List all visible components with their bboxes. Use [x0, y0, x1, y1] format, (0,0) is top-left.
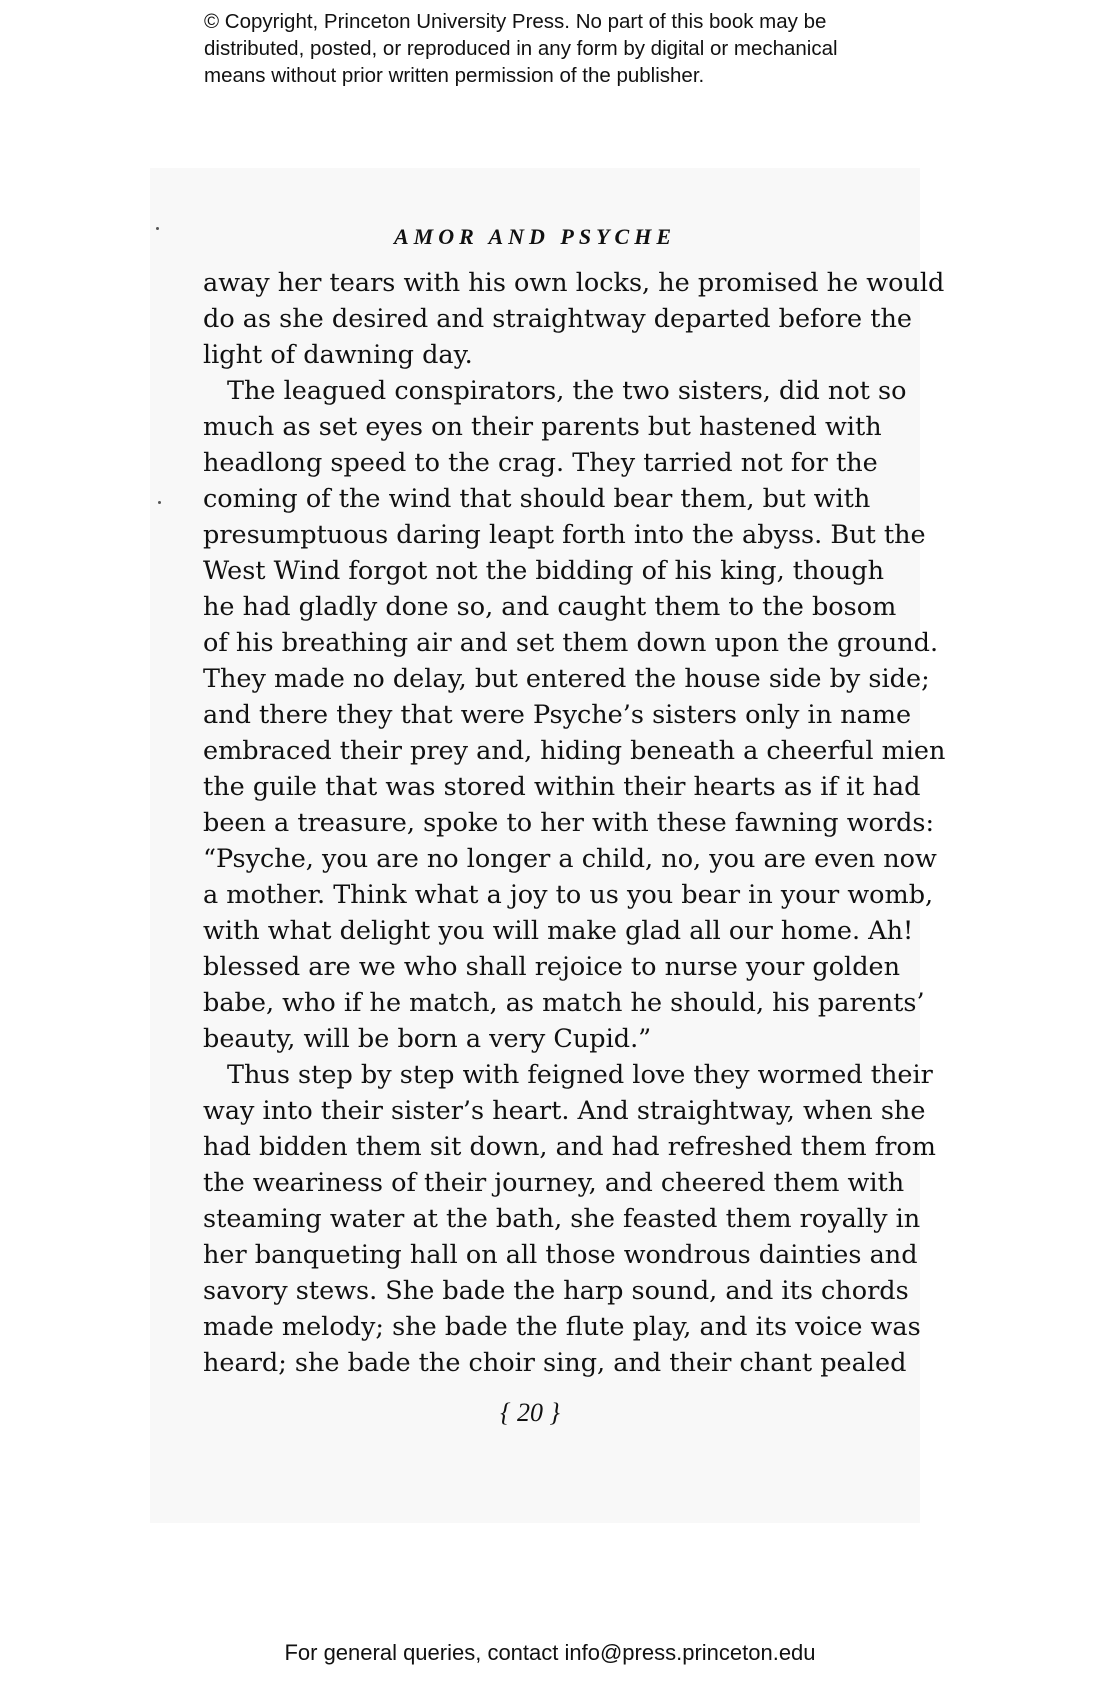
- text-line: away her tears with his own locks, he promised he would: [203, 268, 945, 298]
- text-line: a mother. Think what a joy to us you bear in your womb,: [203, 880, 934, 910]
- contact-footer: For general queries, contact info@press.princeton.edu: [284, 1640, 816, 1665]
- text-line: way into their sister’s heart. And straightway, when she: [203, 1096, 926, 1126]
- text-line: do as she desired and straightway departed before the: [203, 304, 912, 334]
- text-line: heard; she bade the choir sing, and their chant pealed: [203, 1348, 907, 1378]
- text-line: he had gladly done so, and caught them to the bosom: [203, 592, 897, 622]
- text-line: much as set eyes on their parents but hastened with: [203, 412, 882, 442]
- text-line: beauty, will be born a very Cupid.”: [203, 1024, 652, 1054]
- copyright-line: © Copyright, Princeton University Press. No part of this book may be: [204, 10, 827, 33]
- text-line: with what delight you will make glad all our home. Ah!: [203, 916, 914, 946]
- text-line: and there they that were Psyche’s sisters only in name: [203, 700, 912, 730]
- text-line: the weariness of their journey, and cheered them with: [203, 1168, 905, 1198]
- text-line: steaming water at the bath, she feasted them royally in: [203, 1204, 921, 1234]
- text-line: been a treasure, spoke to her with these fawning words:: [203, 808, 935, 838]
- copyright-line: distributed, posted, or reproduced in any form by digital or mechanical: [204, 37, 838, 60]
- copyright-notice: [204, 8, 924, 89]
- text-line: savory stews. She bade the harp sound, and its chords: [203, 1276, 909, 1306]
- text-line: The leagued conspirators, the two sisters, did not so: [227, 376, 907, 406]
- text-line: coming of the wind that should bear them, but with: [203, 484, 871, 514]
- text-line: the guile that was stored within their hearts as if it had: [203, 772, 921, 802]
- scan-speck: [156, 227, 159, 230]
- text-line: made melody; she bade the flute play, and its voice was: [203, 1312, 921, 1342]
- copyright-line: means without prior written permission of the publisher.: [204, 64, 705, 87]
- text-line: presumptuous daring leapt forth into the abyss. But the: [203, 520, 926, 550]
- text-line: had bidden them sit down, and had refreshed them from: [203, 1132, 936, 1162]
- text-line: blessed are we who shall rejoice to nurse your golden: [203, 952, 901, 982]
- body-text: [203, 265, 946, 1381]
- text-line: embraced their prey and, hiding beneath a cheerful mien: [203, 736, 946, 766]
- text-line: her banqueting hall on all those wondrous dainties and: [203, 1240, 918, 1270]
- page-number: { 20 }: [500, 1398, 560, 1427]
- text-line: “Psyche, you are no longer a child, no, you are even now: [203, 844, 937, 874]
- scan-speck: [158, 501, 161, 504]
- text-line: babe, who if he match, as match he should, his parents’: [203, 988, 925, 1018]
- text-line: light of dawning day.: [203, 340, 473, 370]
- text-line: headlong speed to the crag. They tarried not for the: [203, 448, 878, 478]
- running-head: AMOR AND PSYCHE: [393, 224, 676, 249]
- text-line: West Wind forgot not the bidding of his king, though: [203, 556, 884, 586]
- text-line: They made no delay, but entered the house side by side;: [203, 664, 930, 694]
- text-line: Thus step by step with feigned love they wormed their: [227, 1060, 933, 1090]
- text-line: of his breathing air and set them down upon the ground.: [203, 628, 939, 658]
